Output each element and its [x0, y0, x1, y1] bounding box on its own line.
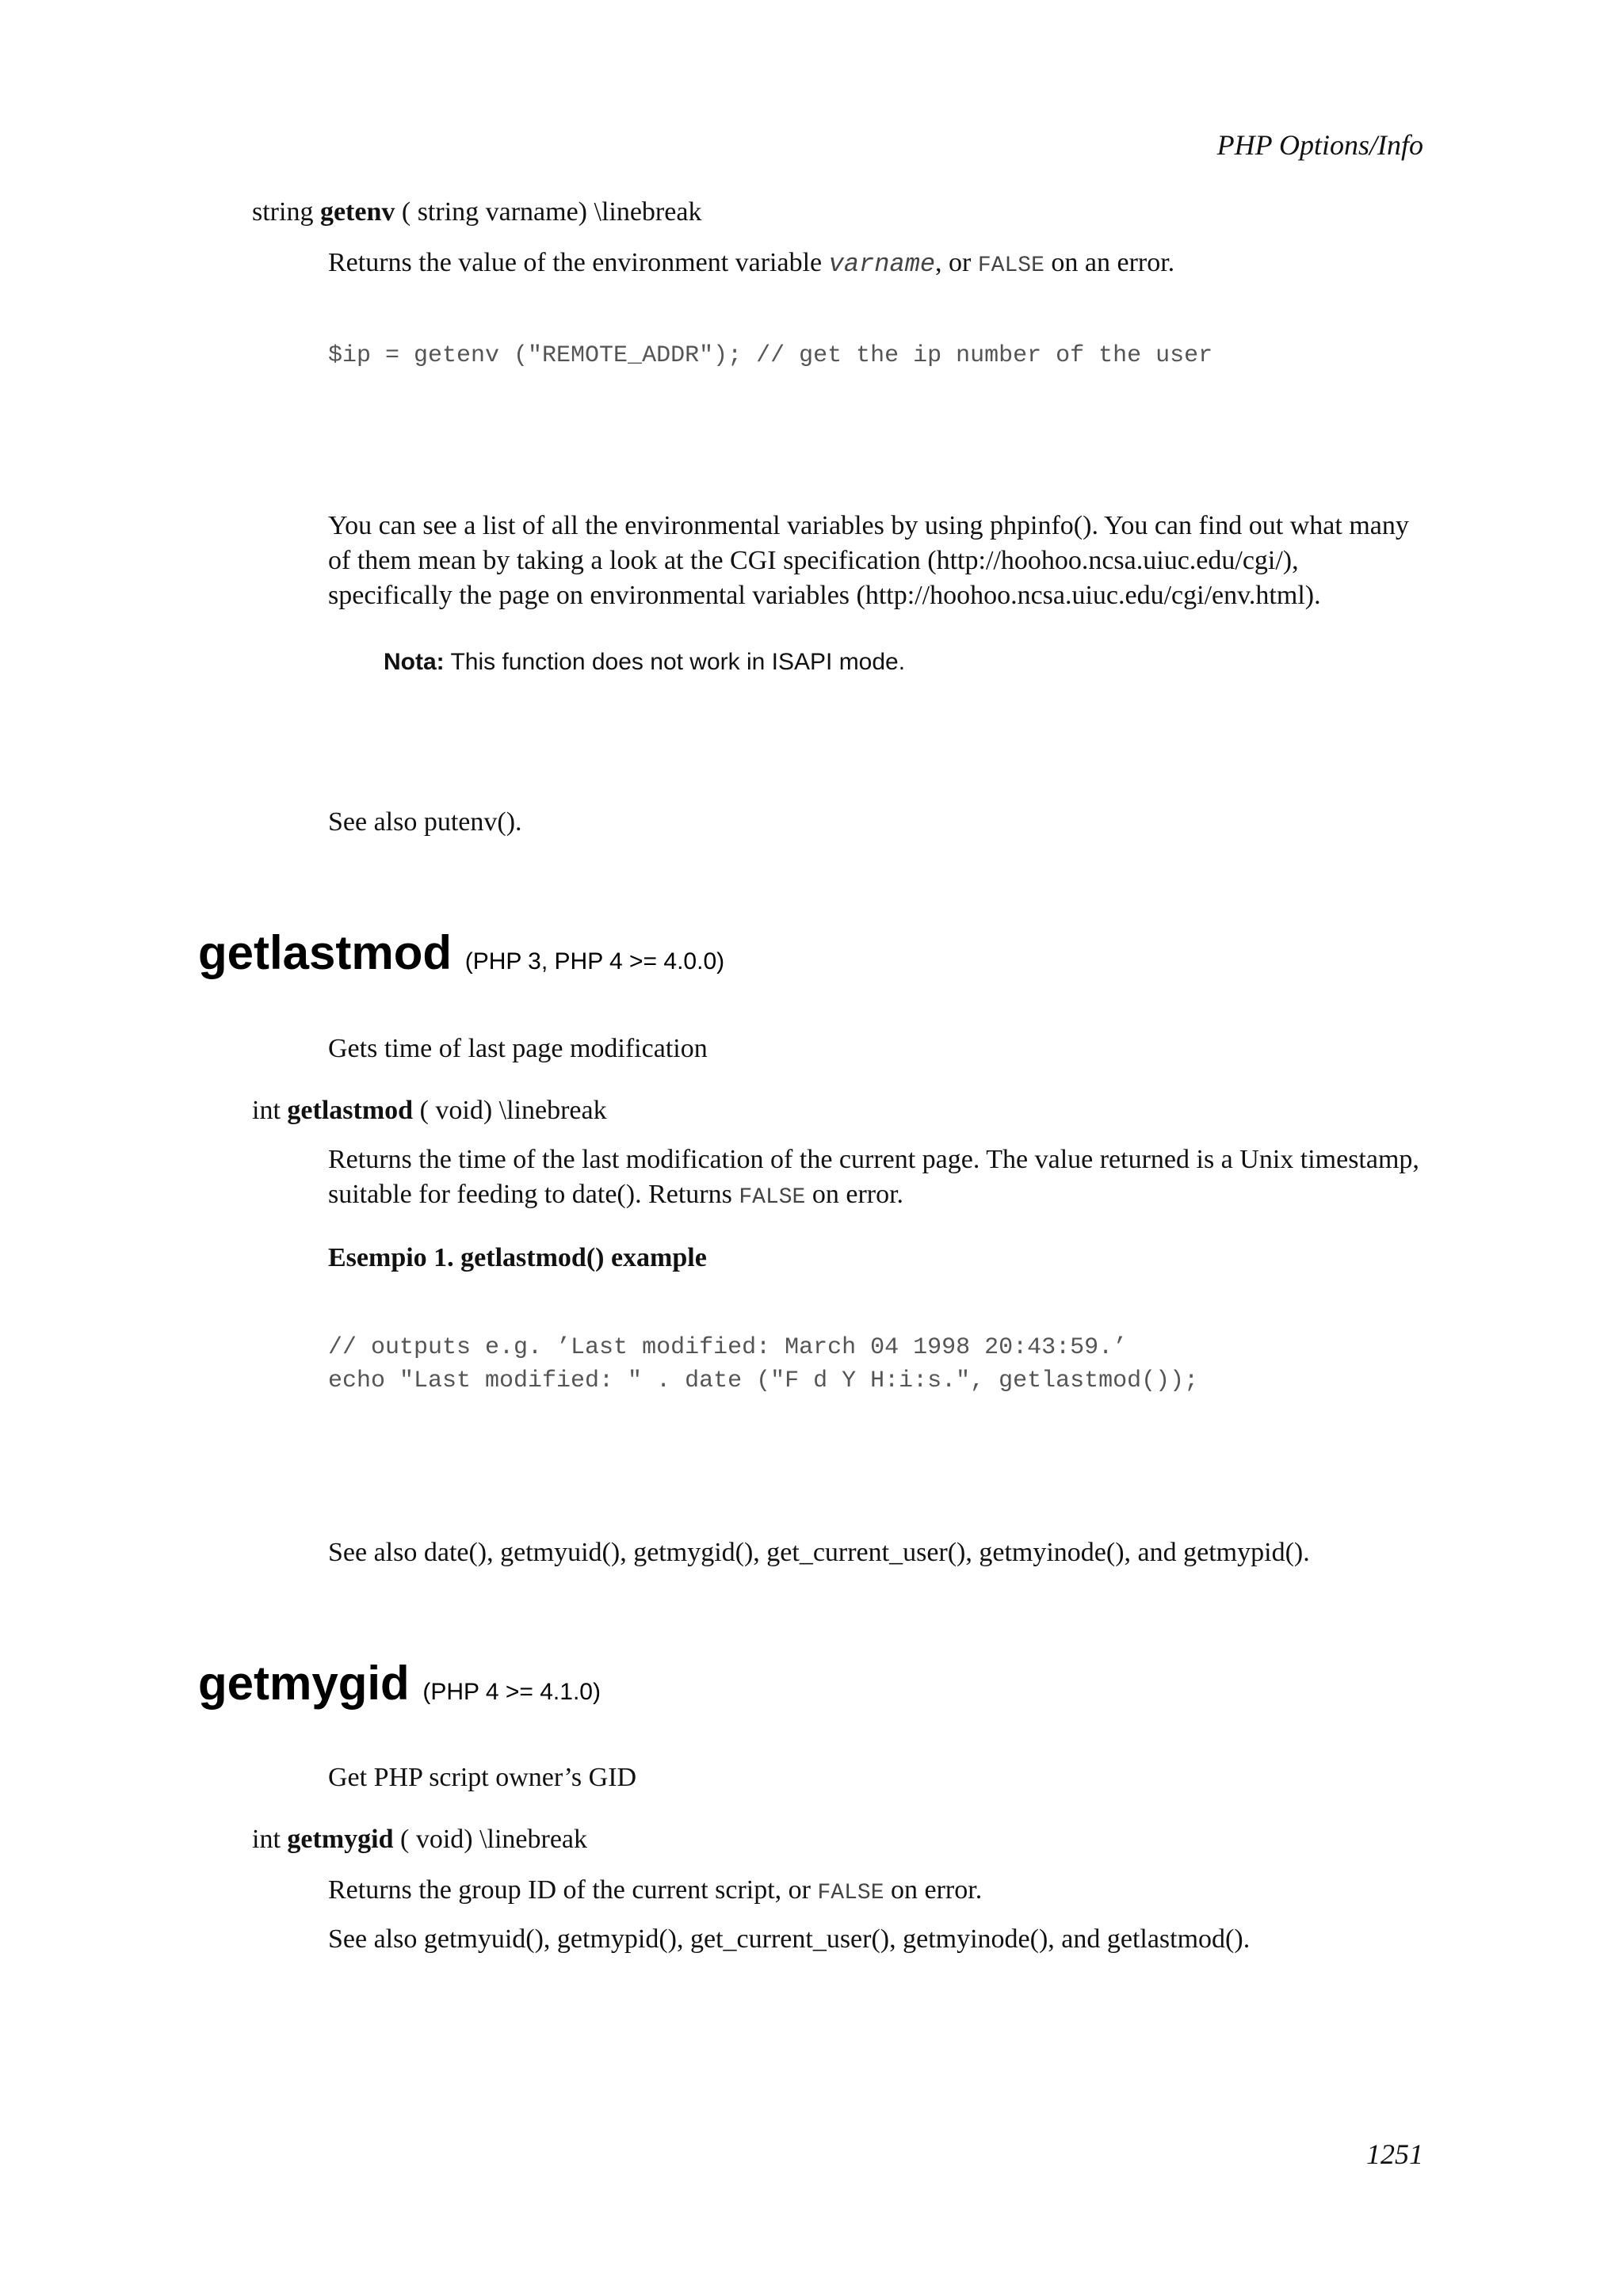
- getmygid-heading: [198, 1656, 601, 1720]
- example-title: Esempio 1. getlastmod() example: [328, 1243, 707, 1272]
- getenv-description: [328, 246, 1438, 284]
- return-type: int: [252, 1096, 281, 1125]
- version-info: (PHP 4 >= 4.1.0): [422, 1679, 601, 1705]
- function-title: getlastmod: [198, 926, 453, 979]
- function-name: getmygid: [287, 1825, 394, 1854]
- getenv-paragraph: [328, 509, 1438, 613]
- getlastmod-synopsis: [252, 1093, 607, 1128]
- getenv-synopsis: [252, 195, 701, 230]
- note-label: Nota:: [384, 649, 445, 675]
- description-text: on error.: [812, 1180, 904, 1209]
- function-title: getmygid: [198, 1657, 410, 1710]
- description-text: Returns the group ID of the current script, or: [328, 1875, 811, 1905]
- function-args: ( void) \linebreak: [400, 1825, 588, 1854]
- constant-false: FALSE: [739, 1185, 806, 1210]
- getmygid-description: [328, 1873, 1438, 1911]
- version-info: (PHP 3, PHP 4 >= 4.0.0): [464, 948, 725, 974]
- description-text: , or: [935, 248, 972, 277]
- function-name: getlastmod: [287, 1096, 414, 1125]
- getlastmod-description: [328, 1142, 1453, 1215]
- getmygid-purpose: Get PHP script owner’s GID: [328, 1763, 637, 1792]
- description-line: [328, 1177, 1453, 1215]
- page-number: 1251: [1366, 2138, 1423, 2170]
- return-type: int: [252, 1825, 281, 1854]
- getenv-code-example: $ip = getenv ("REMOTE_ADDR"); // get the ip number of the user: [328, 342, 1213, 369]
- paragraph-line: You can see a list of all the environmental variables by using phpinfo(). You can find out what many: [328, 511, 1409, 540]
- constant-false: FALSE: [977, 254, 1044, 278]
- getmygid-synopsis: [252, 1822, 587, 1857]
- parameter-name: varname: [828, 250, 936, 279]
- getenv-see-also: See also putenv().: [328, 807, 522, 837]
- getlastmod-heading: [198, 925, 724, 990]
- code-line: // outputs e.g. ’Last modified: March 04 1998 20:43:59.’: [328, 1334, 1128, 1361]
- description-text: suitable for feeding to date(). Returns: [328, 1180, 732, 1209]
- getmygid-see-also: See also getmyuid(), getmypid(), get_current_user(), getmyinode(), and getlastmod().: [328, 1924, 1251, 1954]
- function-args: ( void) \linebreak: [419, 1096, 607, 1125]
- paragraph-line: specifically the page on environmental variables (http://hoohoo.ncsa.uiuc.edu/cgi/env.html).: [328, 581, 1321, 610]
- function-args: ( string varname) \linebreak: [401, 197, 702, 227]
- description-text: on an error.: [1051, 248, 1175, 277]
- note-box: [384, 646, 905, 678]
- paragraph-line: of them mean by taking a look at the CGI specification (http://hoohoo.ncsa.uiuc.edu/cgi/),: [328, 546, 1299, 575]
- description-line: Returns the time of the last modification of the current page. The value returned is a Unix timestamp,: [328, 1145, 1419, 1174]
- getlastmod-purpose: Gets time of last page modification: [328, 1034, 708, 1063]
- constant-false: FALSE: [817, 1881, 884, 1905]
- function-name: getenv: [319, 197, 395, 227]
- description-text: Returns the value of the environment variable: [328, 248, 823, 277]
- code-line: echo "Last modified: " . date ("F d Y H:i:s.", getlastmod());: [328, 1367, 1199, 1394]
- getlastmod-see-also: See also date(), getmyuid(), getmygid(), get_current_user(), getmyinode(), and getmypid().: [328, 1538, 1310, 1567]
- description-text: on error.: [891, 1875, 983, 1905]
- return-type: string: [252, 197, 314, 227]
- running-header: PHP Options/Info: [1216, 129, 1423, 161]
- note-text: This function does not work in ISAPI mode.: [450, 649, 906, 675]
- getlastmod-code-example: [328, 1331, 1198, 1398]
